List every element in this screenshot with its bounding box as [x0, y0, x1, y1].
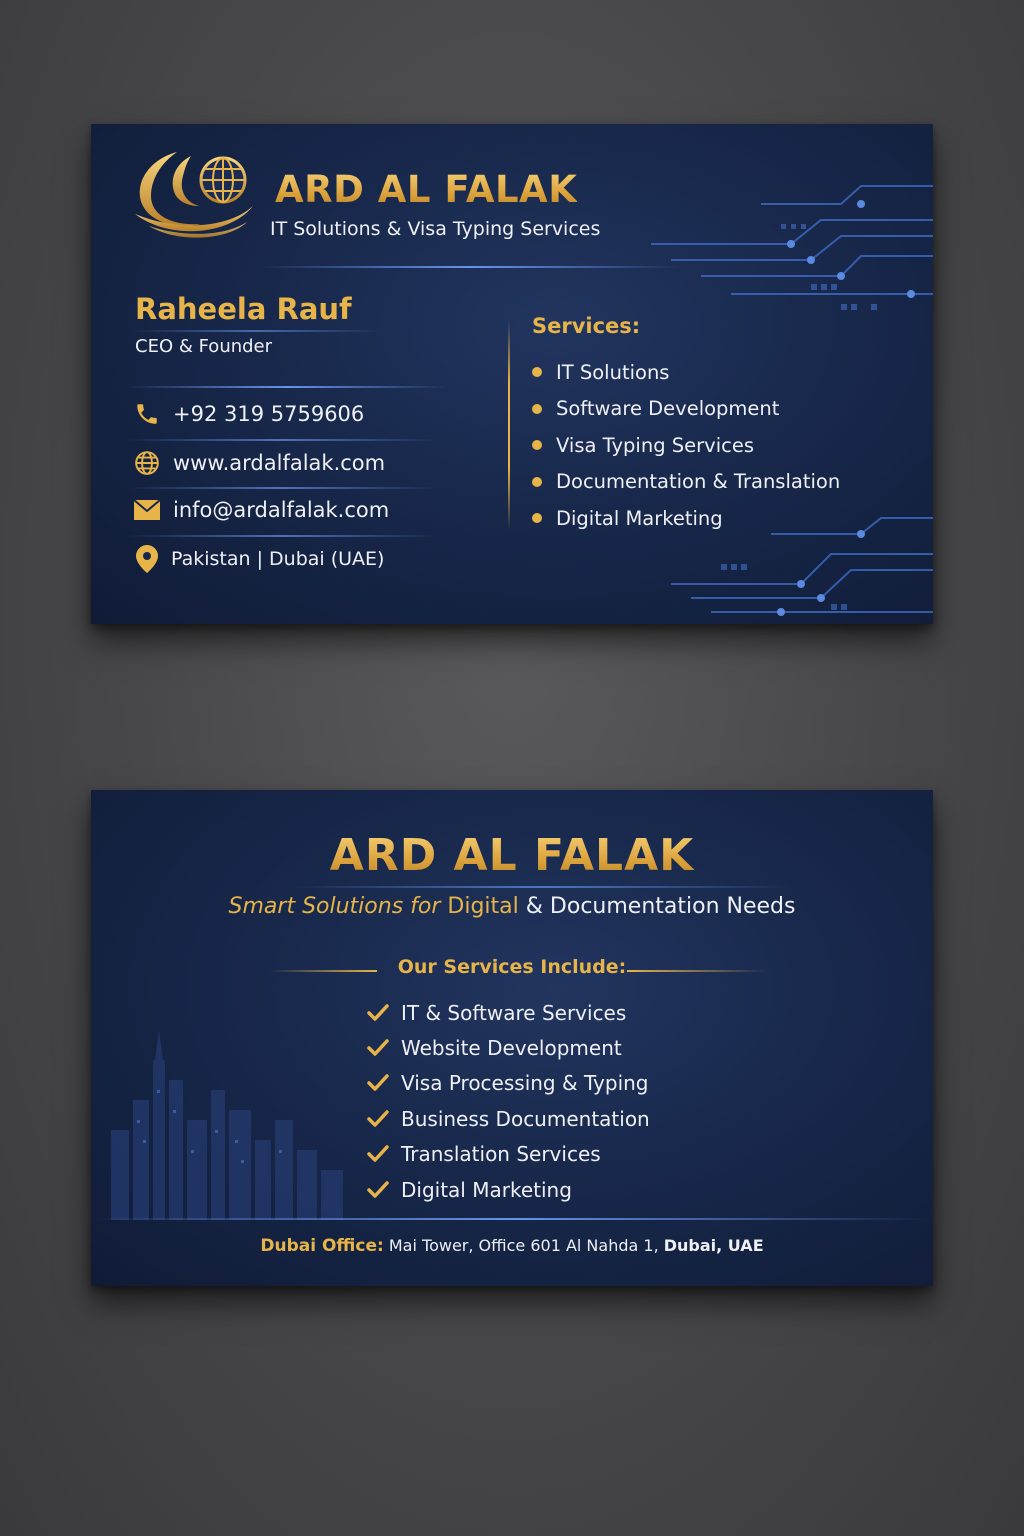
phone-icon — [133, 400, 161, 428]
checkmark-icon — [367, 1073, 389, 1093]
services-list — [532, 354, 840, 537]
divider-line — [91, 1218, 933, 1220]
contact-email[interactable] — [133, 496, 389, 524]
office-address — [91, 1236, 933, 1256]
list-item: IT Solutions — [532, 354, 840, 391]
services-title: Services: — [532, 314, 641, 338]
contact-phone[interactable] — [133, 400, 364, 428]
business-card-back — [91, 790, 933, 1286]
list-item: Documentation & Translation — [532, 464, 840, 501]
divider-line — [127, 386, 447, 388]
divider-line — [127, 535, 437, 537]
business-card-front — [91, 124, 933, 624]
list-item: Website Development — [367, 1030, 650, 1065]
person-name: Raheela Rauf — [135, 292, 352, 326]
list-item: Digital Marketing — [532, 500, 840, 537]
divider-line — [127, 439, 437, 441]
globe-swoosh-logo-icon — [129, 144, 257, 244]
bullet-dot — [532, 404, 542, 414]
brand-name: ARD AL FALAK — [275, 168, 578, 211]
office-city: Dubai, UAE — [663, 1236, 764, 1255]
divider-line — [131, 330, 381, 332]
location-text: Pakistan | Dubai (UAE) — [171, 548, 385, 570]
email-address: info@ardalfalak.com — [173, 498, 390, 522]
list-item: Software Development — [532, 391, 840, 428]
checkmark-icon — [367, 1109, 389, 1129]
contact-website[interactable] — [133, 449, 385, 477]
office-label: Dubai Office: — [260, 1236, 384, 1256]
bullet-dot — [532, 440, 542, 450]
divider-line — [291, 886, 791, 888]
checkmark-icon — [367, 1038, 389, 1058]
circuit-decoration-top — [611, 164, 933, 324]
city-skyline-decoration — [91, 1020, 411, 1220]
services-title: Our Services Include: — [397, 956, 627, 978]
checkmark-icon — [367, 1144, 389, 1164]
vertical-divider — [508, 320, 510, 530]
checkmark-icon — [367, 1003, 389, 1023]
divider-line — [261, 266, 681, 268]
divider-line — [627, 970, 767, 972]
bullet-dot — [532, 513, 542, 523]
services-list — [367, 995, 650, 1207]
bullet-dot — [532, 477, 542, 487]
envelope-icon — [133, 496, 161, 524]
office-street: Mai Tower, Office 601 Al Nahda 1, — [388, 1236, 659, 1255]
list-item: IT & Software Services — [367, 995, 650, 1030]
brand-tagline: Smart Solutions for Digital & Documentation Needs — [228, 894, 796, 919]
globe-icon — [133, 449, 161, 477]
location-pin-icon — [133, 545, 161, 573]
checkmark-icon — [367, 1180, 389, 1200]
divider-line — [127, 487, 437, 489]
list-item: Translation Services — [367, 1137, 650, 1172]
contact-location — [133, 545, 384, 573]
phone-number: +92 319 5759606 — [173, 402, 365, 426]
website-url: www.ardalfalak.com — [173, 451, 386, 475]
bullet-dot — [532, 367, 542, 377]
person-role: CEO & Founder — [135, 336, 273, 357]
list-item: Digital Marketing — [367, 1172, 650, 1207]
brand-name: ARD AL FALAK — [91, 830, 933, 881]
list-item: Visa Typing Services — [532, 427, 840, 464]
brand-tagline: IT Solutions & Visa Typing Services — [270, 218, 601, 240]
list-item: Visa Processing & Typing — [367, 1066, 650, 1101]
list-item: Business Documentation — [367, 1101, 650, 1136]
